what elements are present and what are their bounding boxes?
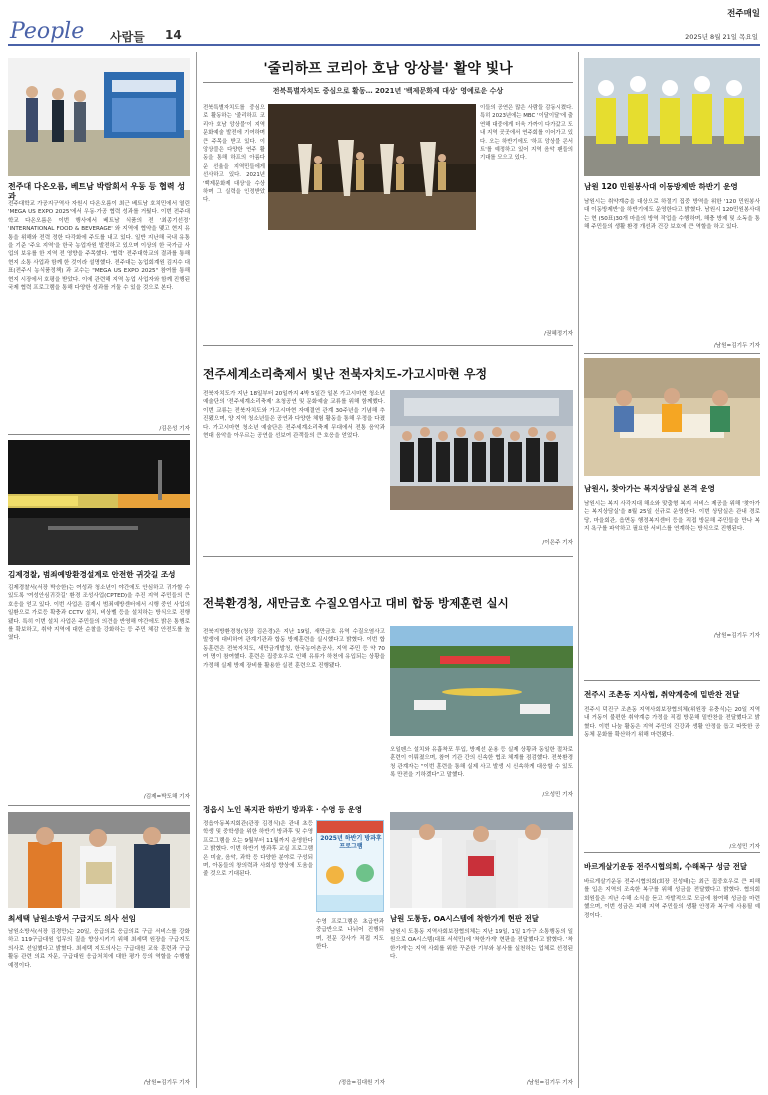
jeonju-dementia-byline: /오성민 기자 <box>729 844 760 850</box>
jeongeup-body: 정읍아동복지회관(관장 김경식)은 관내 초등학생 및 중학생을 위한 하반기 방과후 및 수영 프로그램을 오는 9월부터 11월까지 운영한다고 밝혔다. 이번 하반기 방과후 교실 프로그램은 미술, 음악, 과학 등 다양한 분야로 구성되며, 아동들의 창의력과 사회성 향상에 도움을 줄 것으로 기대된다. <box>203 821 313 878</box>
section-title-ko: 사람들 <box>110 30 145 44</box>
namwon-welfare-byline: /남원=김기두 기자 <box>713 633 760 639</box>
jeonbuk-env-body2: 오일펜스 설치와 유흡착포 투입, 방제선 운용 등 실제 상황과 동일한 절차로 훈련이 이뤄졌으며, 참여 기관 간의 신속한 협조 체계를 점검했다. 전북환경청 관계자는 "이번 훈련을 통해 실제 사고 발생 시 신속하게 대응할 수 있도록 만전을 기하겠다"고 말했다. <box>390 747 573 779</box>
divider <box>584 353 760 354</box>
divider <box>584 852 760 853</box>
choir-photo <box>390 390 573 510</box>
drill-photo <box>390 626 573 736</box>
jeonbuk-ed-body: 바르게살기운동 전주시협의회(회장 진성태)는 최근 집중호우로 큰 피해를 입은 지역의 조속한 복구를 위해 성금을 전달했다고 밝혔다. 협의회 회원들은 지난 수해 소식을 듣고 자발적으로 모금에 참여해 성금을 마련했으며, 이번 성금은 피해 지역 주민들의 생활 안정과 복구에 사용될 예정이다. <box>584 879 760 919</box>
namwon-welfare-photo <box>584 358 760 476</box>
jeonju-dementia-body: 전주시 덕진구 조촌동 지역사회보장협의체(위원장 유충식)는 20일 지역 내 거동이 불편한 취약계층 가정을 직접 방문해 밑반찬을 전달했다고 밝혔다. 이번 나눔 활동은 지역 주민의 건강과 생활 안정을 돕고 따뜻한 공동체 문화를 확산하기 위해 마련됐다. <box>584 707 760 739</box>
gimje-photo <box>8 440 190 565</box>
jeongeup-headline: 정읍시 노인 복지관 하반기 방과후 · 수영 등 운영 <box>203 805 363 814</box>
namwon-fire-body: 남원소방서(서장 김경만)는 20일, 응급의료 응급의료 구급 서비스를 강화 하고 119구급대원 업무의 질을 향상시키기 위해 최세택 원장을 구급지도 의사로 선임했다고 밝혔다. 최세택 지도의사는 구급대원 교육 훈련과 구급활동 관련 의료 자문, 구급대원 응급처치에 대한 평가 등의 역할을 수행할 예정이다. <box>8 929 190 969</box>
gimje-body: 김제경찰서(서장 박승한)는 여성과 청소년이 야간에도 안심하고 귀가할 수 있도록 '여성안심귀갓길' 환경 조성사업(CPTED)을 추진 지역 주민들의 큰 호응을 얻고 있다. 이번 사업은 김제시 범죄예방센터에서 시행 중인 사업의 일환으로 가로등 확충과 CCTV 설치, 비상벨 등을 설치하는 방식으로 진행됐다. 특히 이번 설치 사업은 주민들의 의견을 반영해 야간에도 밝은 통행로를 확보하고, 취약 지역에 대한 순찰을 강화하는 등 주민 체감 안전도를 높였다. <box>8 585 190 642</box>
jeonju-dementia-headline: 전주시 조촌동 지사협, 취약계층에 밑반찬 전달 <box>584 690 740 699</box>
jeonju-headline: 전주대 다온오름, 베트남 박람회서 우동 등 협력 성과 <box>8 182 186 201</box>
divider <box>8 434 190 435</box>
masthead-rule <box>8 44 760 46</box>
jeonbuk-env-body: 전북지방환경청(청장 김은경)은 지난 19일, 새만금호 유역 수질오염사고 발생에 대비하여 관계기관과 합동 방제훈련을 실시했다고 밝혔다. 이번 합동훈련은 전북자치도, 새만금개발청, 한국농어촌공사, 지역 주민 등 약 70여 명이 참여했다. 훈련은 집중호우로 인해 유류가 하천에 유입되는 상황을 가정해 실제 방제 장비를 활용한 실전 훈련으로 진행됐다. <box>203 629 385 669</box>
section-title: People <box>10 19 85 44</box>
gimje-headline: 김제경찰, 범죄예방환경설계로 안전한 귀갓길 조성 <box>8 570 176 579</box>
ensemble-photo <box>268 104 476 230</box>
jeongeup-byline: /정읍=김대원 기자 <box>338 1080 385 1086</box>
jhope-byline: /권혜정기자 <box>544 331 573 337</box>
poster-title: 2025년 하반기 방과후 프로그램 <box>320 835 382 850</box>
divider <box>584 680 760 681</box>
gimje-byline: /김제=박도해 기자 <box>143 794 190 800</box>
jeongeup-body-b: 수영 프로그램은 초급반과 중급반으로 나뉘어 진행되며, 전문 강사가 직접 지도한다. <box>316 919 384 951</box>
jeonbuk-env-headline: 전북환경청, 새만금호 수질오염사고 대비 합동 방제훈련 실시 <box>203 596 509 610</box>
namwon-fire-photo <box>8 812 190 908</box>
issue-date: 2025년 8월 21일 목요일 <box>685 33 758 41</box>
jeonbuk-vocal-body: 전북자치도가 지난 18일부터 20일까지 4박 5일간 일본 가고시마현 청소년 예술단의 '전주세계소리축제' 초청공연 및 문화예술 교류를 위해 함께했다. 이번 교류는 전북자치도와 가고시마현 자매결연 관계 30주년을 기념해 추진됐으며, 양 지역 청소년들은 공연과 다양한 체험 활동을 통해 우정을 다졌다. 가고시마현 청소년 예술단은 전주세계소리축제 무대에서 전통 음악과 현대 음악을 아우르는 공연을 선보여 관객들의 큰 호응을 얻었다. <box>203 391 385 440</box>
jeonju-body: 전주대학교 가공지구역사 자원시 다온오름이 최근 베트남 호치민에서 열린 'MEGA US EXPO 2025'에서 우동·가공 협력 성과를 거뒀다. 이번 전주대학교 다온오름은 이번 행사에서 베트남 식품의 전 '최종기선정' 'INTERNATIONAL FOOD & BEVERAGE' 와 지역에 협약을 맺고 현지 유통을 위해와 전력 정한 다각화에 주도를 내고 있다. 일반 지난해 국내 유통을 기준 '주요 지역'을 한국 농업자원 발전하고 있으며 이상의 한 국가급 사업의 보유를 한 지역 전 영향을 주목했다. '협력' 전주대학교의 결과를 통해 현지 소통 사업과 함께 한 것이라 설명했다. 전주대는 농업회계원 김지수 대표(전주시 농식품정책) 과 교수는 "MEGA US EXPO 2025" 참여를 통해 현지 시장에서 호평을 받았다. 이에 관련해 지역 농업 사업자와 함께 진행된 국제 협력 프로그램을 통해 다양한 성과를 거둘 수 있을 것으로 본다. <box>8 201 190 292</box>
namwon-120-headline: 남원 120 민원봉사대 이동방제반 하반기 운영 <box>584 182 738 191</box>
jeonbuk-vocal-headline: 전주세계소리축제서 빛난 전북자치도-가고시마현 우정 <box>203 367 488 381</box>
subhead-rule <box>203 82 573 83</box>
jhope-headline: '줄리하프 코리아 호남 앙상블' 활약 빛나 <box>263 61 513 77</box>
namwon-120-body: 남원시는 취약계층을 대상으로 하절기 집중 방역을 위한 '120 민원봉사대 이동방제반'을 하반기에도 운영한다고 밝혔다. 남원시 120민원봉사대는 현 (50표)30개 마을의 방역 작업을 수행하며, 해충 방제 및 소독을 통해 주민들의 생활 환경 개선과 건강 보호에 큰 역할을 하고 있다. <box>584 199 760 231</box>
jeonju-photo <box>8 58 190 176</box>
namwon-welfare-headline: 남원시, 찾아가는 복지상담실 본격 운영 <box>584 484 715 493</box>
jeonbuk-env-byline: /오성민 기자 <box>542 792 573 798</box>
page-number-top: 전주매일 <box>727 9 760 19</box>
jhope-body1: 전북특별자치도를 중심으로 활동하는 '줄리하프 코리아 호남 앙상블'이 지역 문화예술 발전에 기여하며 큰 주목을 받고 있다. 이 앙상블은 다양한 연주 활동을 통해 하프의 아름다운 선율을 지역민들에게 선사하고 있다. 2021년 '백제문화제 대상'을 수상하며 그 실력을 인정받았다. <box>203 105 265 204</box>
masthead <box>0 0 768 48</box>
namwon-welfare-body: 남원시는 복지 사각지대 해소와 맞춤형 복지 서비스 제공을 위해 '찾아가는 복지상담실'을 8월 25일 신규로 운영한다. 이번 상담실은 관내 경로당, 마을회관, 읍면동 행정복지센터 등을 직접 방문해 주민들을 만나 복지 욕구를 파악하고 필요한 서비스를 연계하는 방식으로 진행된다. <box>584 501 760 533</box>
divider <box>203 556 573 557</box>
jeonbuk-vocal-byline: /이은주 기자 <box>542 540 573 546</box>
namwon-oasis-headline: 남원 도통동, OA시스템에 착한가게 현판 전달 <box>390 914 539 923</box>
page-number: 14 <box>165 28 182 42</box>
divider <box>203 345 573 346</box>
namwon-fire-byline: /남원=김기두 기자 <box>143 1080 190 1086</box>
column-divider <box>196 52 197 1088</box>
oasis-photo <box>390 812 573 908</box>
jhope-body2: 이들의 공연은 많은 사람들 감동시켰다. 특히 2023년에는 MBC '이달이달'에 출연해 대중에게 더욱 가까이 다가갔고 도내 지역 곳곳에서 연주회를 이어가고 있다. 오는 하반기에도 '하프 앙상블 콘서트'를 예정하고 있어 지역 음악 팬들의 기대를 모으고 있다. <box>480 105 573 162</box>
jeonbuk-ed-headline: 바르게살기운동 전주시협의회, 수해복구 성금 전달 <box>584 862 748 871</box>
program-poster <box>316 820 384 912</box>
jeonju-byline: /김은성 기자 <box>159 426 190 432</box>
namwon-120-byline: /남원=김기두 기자 <box>713 343 760 349</box>
namwon-fire-headline: 최세택 남원소방서 구급지도 의사 선임 <box>8 914 136 923</box>
divider <box>8 805 190 806</box>
namwon-120-photo <box>584 58 760 176</box>
namwon-oasis-body: 남원시 도통동 지역사회보장협의체는 지난 19일, 1일 1가구 소통행동의 일원으로 OA시스템(대표 서석민)에 '착한가게' 현판을 전달했다고 밝혔다. '착한가게'는 지역 사회를 위한 꾸준한 기부와 봉사를 실천하는 업체로 선정된다. <box>390 929 573 961</box>
jhope-subhead: 전북특별자치도 중심으로 활동… 2021년 '백제문화제 대상' 영예로운 수상 <box>272 87 504 95</box>
column-divider <box>578 52 579 1088</box>
namwon-oasis-byline: /남원=김기두 기자 <box>526 1080 573 1086</box>
